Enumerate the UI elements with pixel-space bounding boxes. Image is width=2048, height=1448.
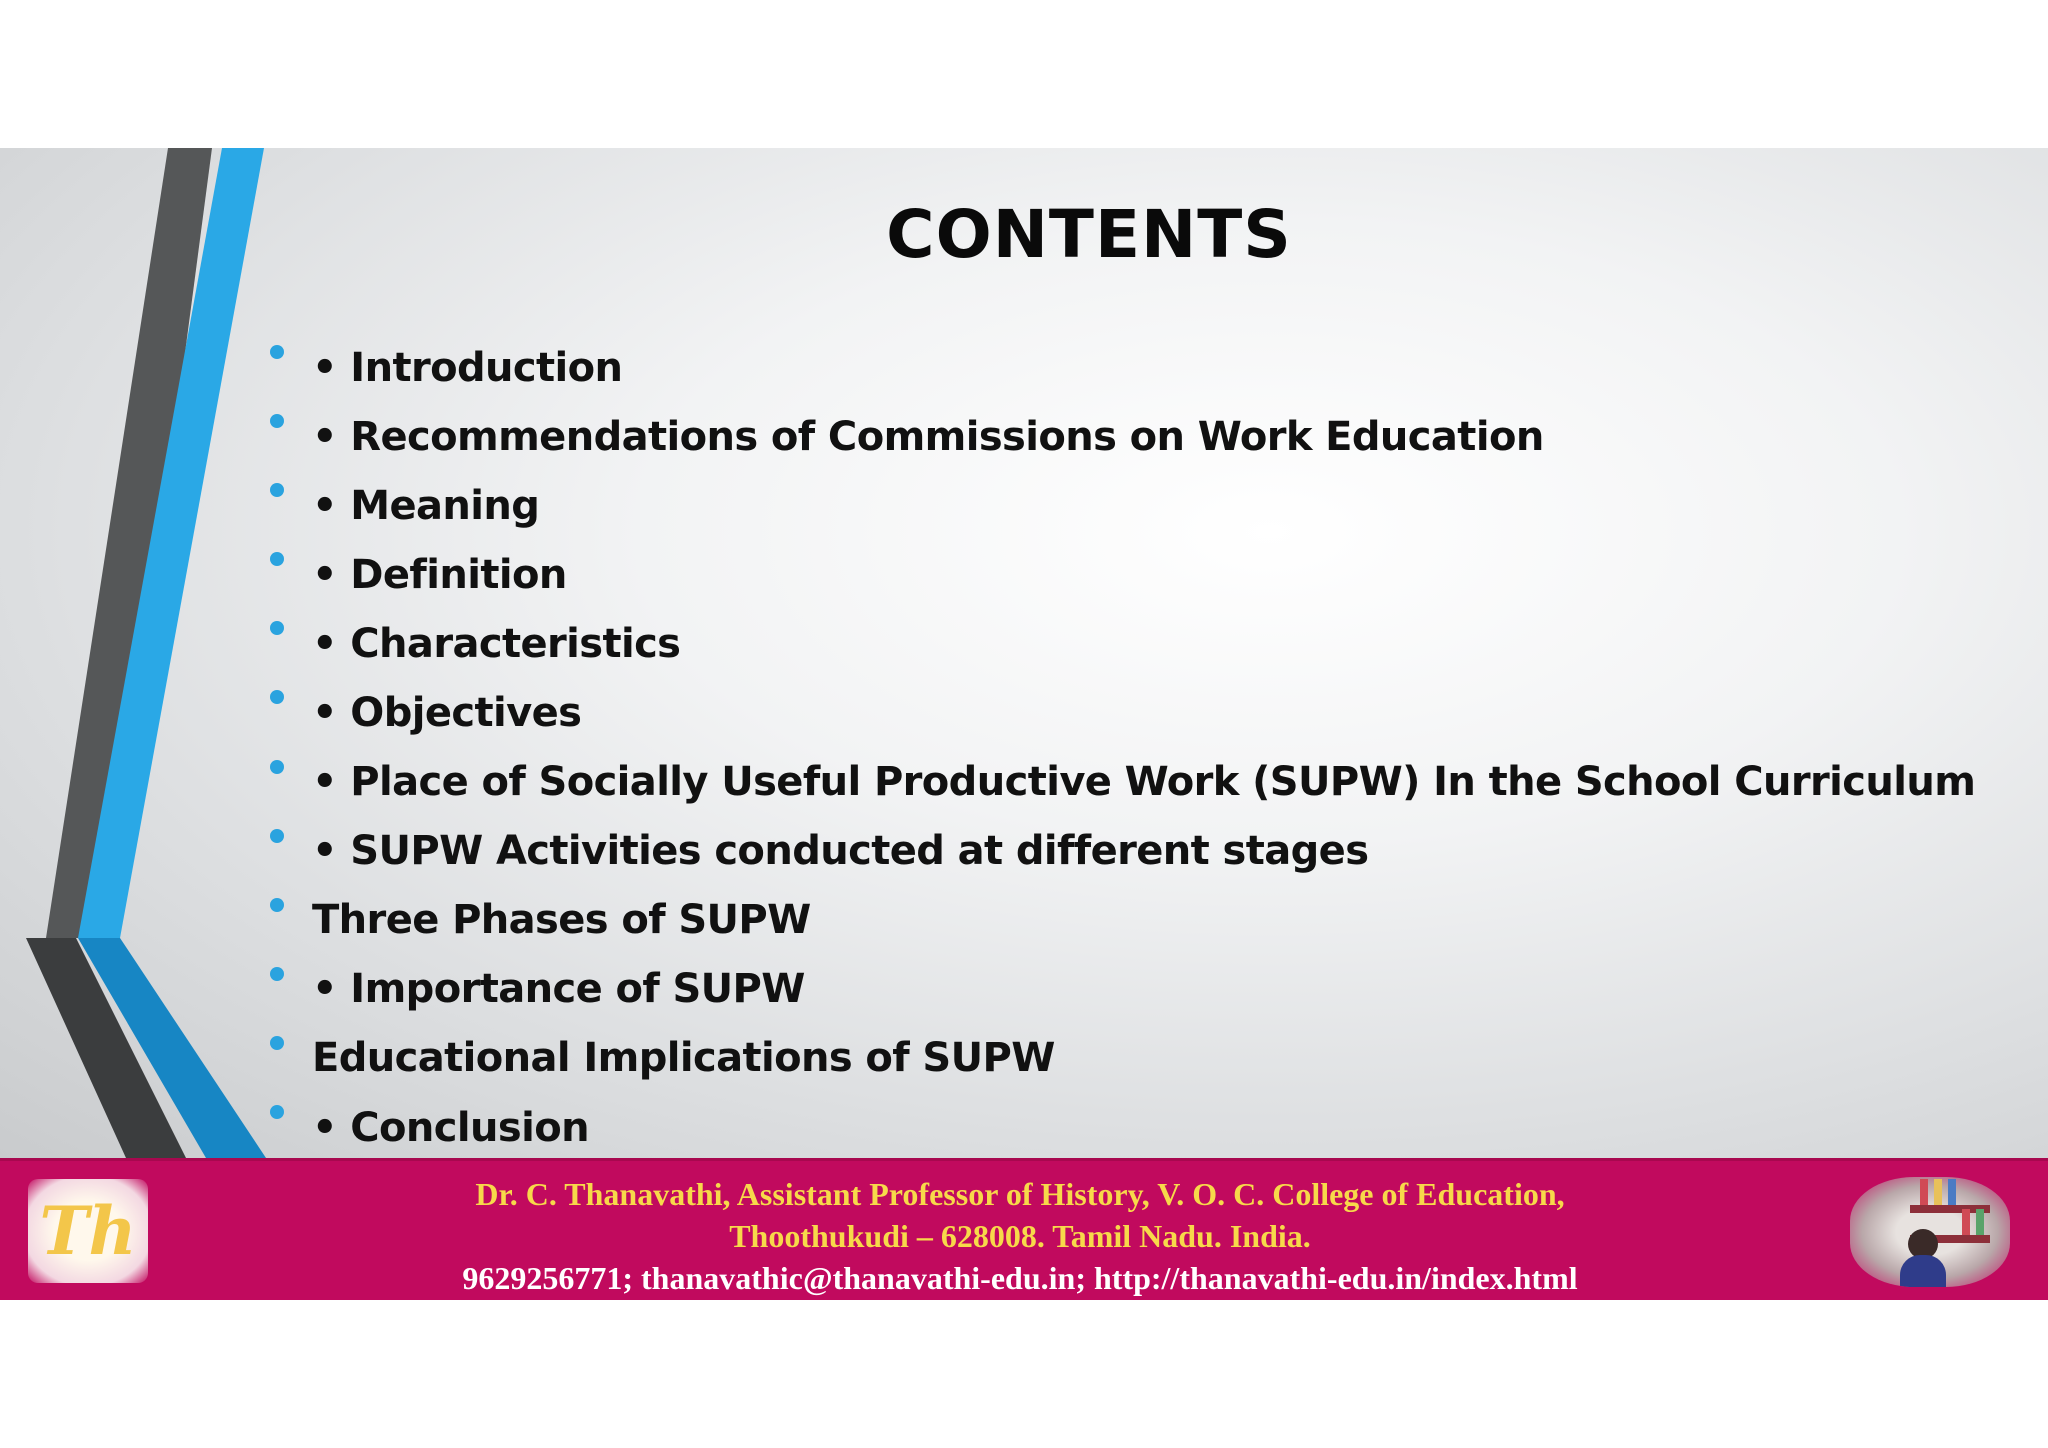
list-item-text: • Recommendations of Commissions on Work Education: [312, 413, 1544, 460]
bullet-icon: [270, 967, 284, 981]
list-item: [260, 955, 1975, 1024]
list-item-text: • Definition: [312, 551, 567, 598]
list-item: [260, 1024, 1975, 1093]
list-item: [260, 678, 1975, 747]
slide-title: CONTENTS: [886, 196, 1292, 273]
author-line: Dr. C. Thanavathi, Assistant Professor of History, V. O. C. College of Education,: [475, 1176, 1565, 1212]
photo-person-body: [1900, 1255, 1946, 1287]
photo-book: [1948, 1179, 1956, 1205]
bullet-icon: [270, 483, 284, 497]
list-item: [260, 817, 1975, 886]
list-item: [260, 540, 1975, 609]
list-item: [260, 748, 1975, 817]
list-item: [260, 402, 1975, 471]
list-item-text: Three Phases of SUPW: [312, 897, 811, 944]
list-item: [260, 471, 1975, 540]
logo: Th: [28, 1179, 148, 1283]
list-item: [260, 886, 1975, 955]
bullet-icon: [270, 898, 284, 912]
list-item-text: • Importance of SUPW: [312, 966, 805, 1013]
list-item-text: • SUPW Activities conducted at different stages: [312, 828, 1369, 875]
contents-list: [260, 333, 1975, 1158]
photo-book: [1934, 1179, 1942, 1205]
bullet-icon: [270, 414, 284, 428]
bullet-icon: [270, 760, 284, 774]
list-item-text: • Introduction: [312, 344, 623, 391]
list-item-text: • Conclusion: [312, 1104, 589, 1151]
photo-book: [1920, 1179, 1928, 1205]
bullet-icon: [270, 829, 284, 843]
slide: [0, 148, 2048, 1158]
list-item-text: • Objectives: [312, 690, 582, 737]
bullet-icon: [270, 345, 284, 359]
bullet-icon: [270, 690, 284, 704]
bullet-icon: [270, 1036, 284, 1050]
list-item: [260, 1093, 1975, 1158]
photo-book: [1976, 1209, 1984, 1235]
author-photo: [1850, 1177, 2010, 1287]
bullet-icon: [270, 621, 284, 635]
list-item-text: • Meaning: [312, 482, 540, 529]
photo-book: [1962, 1209, 1970, 1235]
footer-banner: [0, 1158, 2048, 1300]
bullet-icon: [270, 552, 284, 566]
contact-line: 9629256771; thanavathic@thanavathi-edu.in; http://thanavathi-edu.in/index.html: [462, 1260, 1578, 1296]
address-line: Thoothukudi – 628008. Tamil Nadu. India.: [729, 1218, 1311, 1254]
list-item: [260, 333, 1975, 402]
footer-text: [190, 1173, 1850, 1299]
list-item-text: • Place of Socially Useful Productive Work (SUPW) In the School Curriculum: [312, 759, 1976, 806]
decorative-stripes: [0, 148, 300, 1158]
list-item-text: Educational Implications of SUPW: [312, 1035, 1055, 1082]
bullet-icon: [270, 1105, 284, 1119]
list-item-text: • Characteristics: [312, 620, 681, 667]
list-item: [260, 609, 1975, 678]
